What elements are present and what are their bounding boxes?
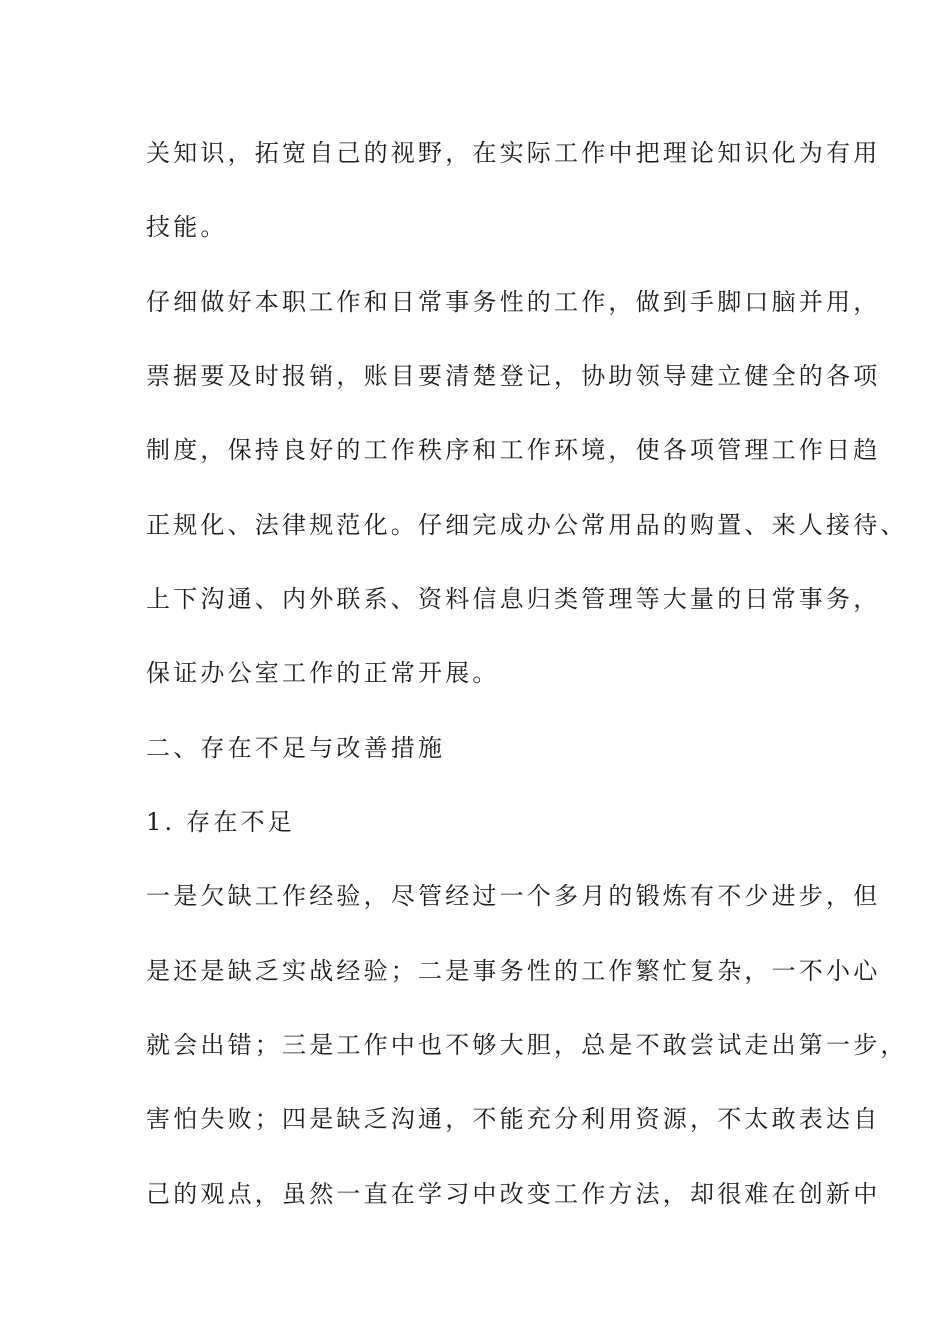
text-line: 就会出错；三是工作中也不够大胆，总是不敢尝试走出第一步， xyxy=(146,1031,908,1059)
text-line: 保证办公室工作的正常开展。 xyxy=(146,659,500,687)
text-line: 是还是缺乏实战经验；二是事务性的工作繁忙复杂，一不小心 xyxy=(146,957,881,985)
text-line: 票据要及时报销，账目要清楚登记，协助领导建立健全的各项 xyxy=(146,362,881,390)
text-line: 关知识，拓宽自己的视野，在实际工作中把理论知识化为有用 xyxy=(146,139,881,167)
text-line: 正规化、法律规范化。仔细完成办公常用品的购置、来人接待、 xyxy=(146,511,908,539)
text-line: 害怕失败；四是缺乏沟通，不能充分利用资源，不太敢表达自 xyxy=(146,1105,881,1133)
text-line: 技能。 xyxy=(146,213,228,241)
text-line: 一是欠缺工作经验，尽管经过一个多月的锻炼有不少进步，但 xyxy=(146,882,881,910)
text-line: 仔细做好本职工作和日常事务性的工作，做到手脚口脑并用， xyxy=(146,288,881,316)
text-line: 制度，保持良好的工作秩序和工作环境，使各项管理工作日趋 xyxy=(146,436,881,464)
text-line: 己的观点，虽然一直在学习中改变工作方法，却很难在创新中 xyxy=(146,1180,881,1208)
section-heading: 二、存在不足与改善措施 xyxy=(146,734,446,762)
subsection-heading: 1. 存在不足 xyxy=(146,808,295,836)
text-line: 上下沟通、内外联系、资料信息归类管理等大量的日常事务， xyxy=(146,585,881,613)
